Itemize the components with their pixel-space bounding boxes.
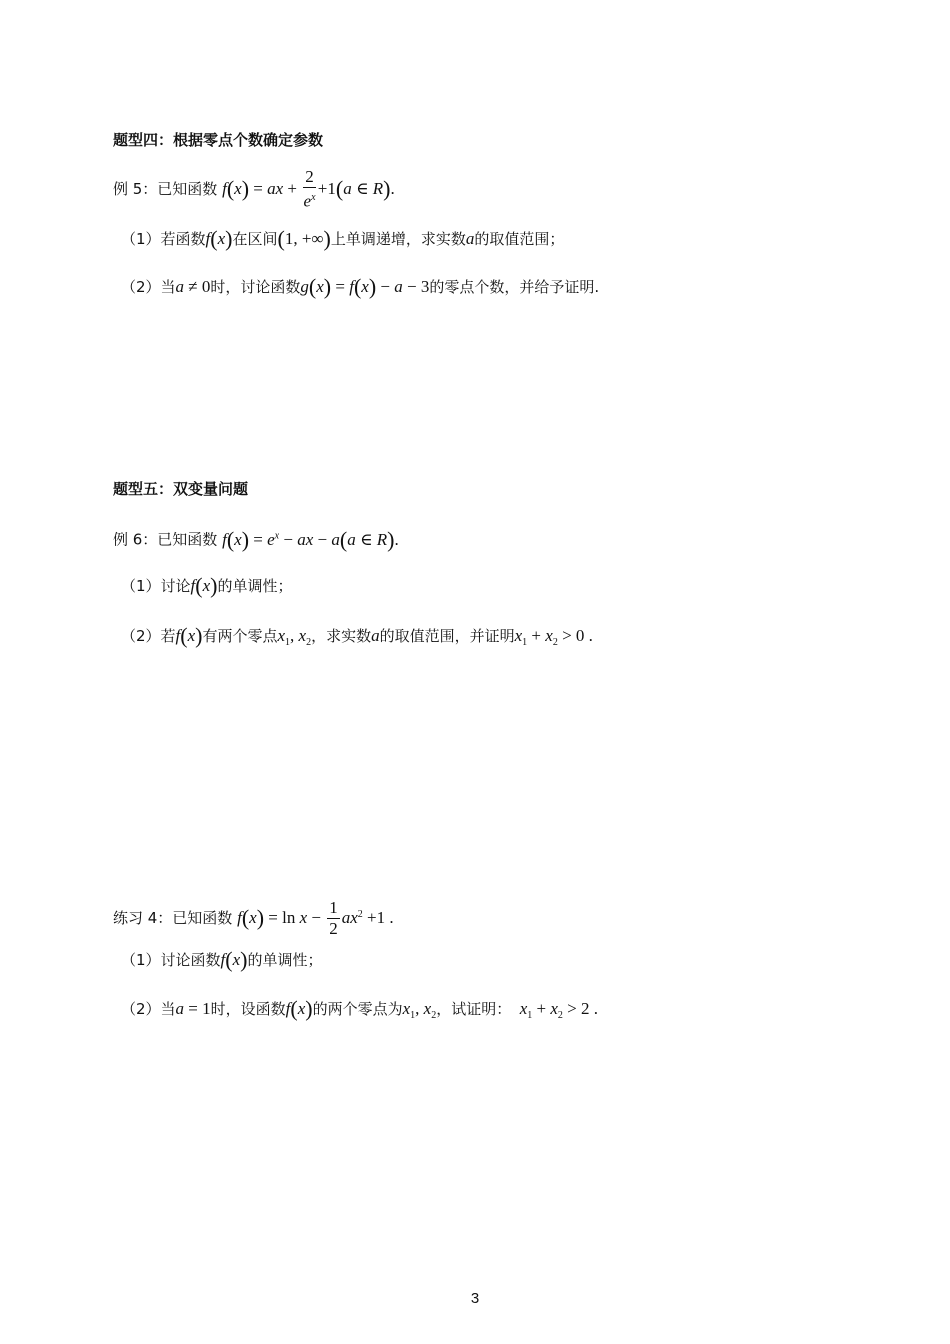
q2-prefix: （2）当: [121, 1000, 176, 1018]
exercise-4-label: 练习 4：已知函数: [113, 909, 233, 927]
q2-suffix: 的零点个数，并给予证明.: [429, 278, 600, 296]
q1-suffix: 的单调性；: [247, 951, 323, 969]
example-5-label: 例 5：已知函数: [113, 179, 218, 198]
q2-suffix: ，求实数: [311, 627, 372, 645]
example-6-label: 例 6：已知函数: [113, 530, 218, 549]
example-5-question-1: （1）若函数f(x)在区间(1, +∞)上单调递增，求实数a的取值范围；: [121, 226, 565, 251]
q2-prefix: （2）当: [121, 278, 176, 296]
example-5: [113, 167, 395, 212]
q2-mid: 时，设函数: [210, 1000, 286, 1018]
exercise-4-formula: f(x) = ln x − $\frac{1}{2}$ $ax^2 +1$ .: [237, 898, 394, 938]
exercise-4-question-2: （2）当a = 1时，设函数f(x)的两个零点为$x_1$, $x_2$，试证明： $x_1 + x_2 > 2$ .: [121, 996, 598, 1021]
q1-end: 的取值范围；: [474, 230, 565, 248]
q1-suffix: 的单调性；: [217, 577, 293, 595]
page-number: 3: [470, 1290, 480, 1307]
example-6-question-2: （2）若f(x)有两个零点$x_1$, $x_2$，求实数a的取值范围，并证明$x_1 + x_2 > 0$ .: [121, 623, 593, 648]
q1-mid: 在区间: [232, 230, 278, 248]
q2-prefix: （2）若: [121, 627, 176, 645]
q2-mid2: 的取值范围，并证明: [379, 627, 515, 645]
section-4-heading: 题型四：根据零点个数确定参数: [113, 131, 324, 149]
q2-mid2: 的两个零点为: [312, 1000, 403, 1018]
example-5-question-2: （2）当a ≠ 0时，讨论函数g(x) = f(x) − a − 3的零点个数，并给予证明.: [121, 274, 600, 299]
q2-mid: 有两个零点: [202, 627, 278, 645]
exercise-4-question-1: （1）讨论函数f(x)的单调性；: [121, 947, 323, 972]
q2-suffix: ，试证明：: [436, 1000, 512, 1018]
q1-prefix: （1）讨论: [121, 577, 191, 595]
example-6-question-1: （1）讨论f(x)的单调性；: [121, 573, 293, 598]
q2-mid: 时，讨论函数: [210, 278, 301, 296]
example-6: [113, 524, 399, 552]
q1-prefix: （1）讨论函数: [121, 951, 221, 969]
example-6-formula: $f(x) = e^x$ − ax − a(a ∈ R).: [222, 526, 399, 552]
section-5-heading: 题型五：双变量问题: [113, 480, 249, 498]
q1-suffix: 上单调递增，求实数: [330, 230, 466, 248]
exercise-4: [113, 898, 394, 939]
example-5-formula: f(x) = ax + $\frac{2}{e^x}$ +1(a ∈ R).: [222, 167, 395, 211]
q1-prefix: （1）若函数: [121, 230, 206, 248]
